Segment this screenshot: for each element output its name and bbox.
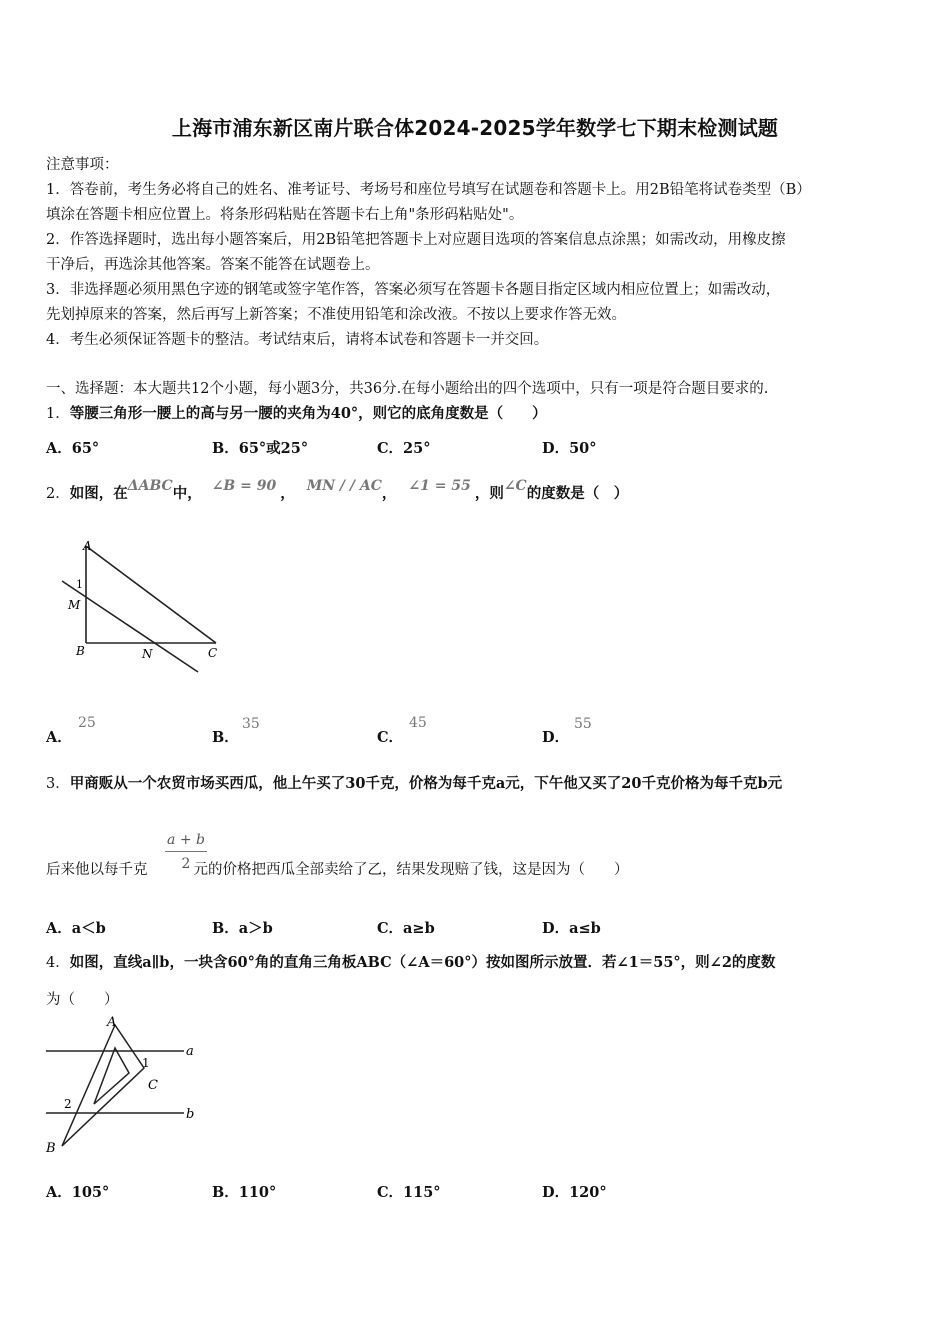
q3-option-a: A．a＜b (46, 920, 106, 937)
notice-line: 1．答卷前，考生务必将自己的姓名、准考证号、考场号和座位号填写在试题卷和答题卡上。用2B铅笔将试卷类型（B） (46, 182, 811, 198)
label-angle-2: 2 (64, 1097, 72, 1111)
label-b: B (46, 1141, 56, 1156)
question-text: 甲商贩从一个农贸市场买西瓜，他上午买了30千克，价格为每千克a元，下午他又买了20千克价格为每千克b元 (69, 775, 783, 792)
label-n: N (142, 647, 153, 661)
question-number: 3． (46, 776, 70, 792)
question-1 (46, 402, 547, 423)
notice-line: 2．作答选择题时，选出每小题答案后，用2B铅笔把答题卡上对应题目选项的答案信息点涂黑；如需改动，用橡皮擦 (46, 232, 786, 248)
q1-option-d: D．50° (542, 440, 597, 457)
page-title: 上海市浦东新区南片联合体2024-2025学年数学七下期末检测试题 (171, 116, 779, 140)
notice-line: 干净后，再选涂其他答案。答案不能答在试题卷上。 (46, 257, 380, 273)
q3-option-b: B．a＞b (212, 920, 273, 937)
q1-option-a: A．65° (46, 440, 100, 457)
q2-figure (50, 535, 220, 680)
q4-figure (42, 1012, 202, 1157)
math-angle-b: ∠B = 90 (211, 478, 277, 494)
section-heading: 一、选择题：本大题共12个小题，每小题3分，共36分.在每小题给出的四个选项中，只有一项是符合题目要求的. (46, 381, 769, 397)
fraction-denominator: 2 (181, 856, 191, 872)
notice-line: 填涂在答题卡相应位置上。将条形码粘贴在答题卡右上角"条形码粘贴处"。 (46, 207, 524, 223)
notice-line: 先划掉原来的答案，然后再写上新答案；不准使用铅笔和涂改液。不按以上要求作答无效。 (46, 307, 626, 323)
math-angle-c: ∠C (503, 478, 527, 494)
q2-option-b: B． (212, 729, 239, 746)
question-text: 后来他以每千克 (46, 862, 148, 878)
fraction-numerator: a + b (165, 832, 207, 852)
question-number: 4． (46, 955, 70, 971)
label-angle-1: 1 (142, 1056, 150, 1070)
question-4-cont: 为（ ） (46, 992, 119, 1008)
label-c: C (148, 1078, 158, 1093)
notice-heading: 注意事项： (46, 157, 119, 173)
label-a: A (83, 539, 92, 553)
q2-option-c: C． (377, 729, 404, 746)
math-parallel: MN / / AC (306, 478, 382, 494)
q2-option-d: D． (542, 729, 570, 746)
question-text: 的度数是（ ） (526, 485, 629, 502)
label-c: C (208, 646, 218, 660)
question-text: ， (381, 485, 397, 502)
q2-option-b-value: 35 (242, 716, 260, 732)
notice-line: 4．考生必须保证答题卡的整洁。考试结束后，请将本试卷和答题卡一并交回。 (46, 332, 549, 348)
q2-option-a-value: 25 (78, 715, 96, 731)
question-text: 元的价格把西瓜全部卖给了乙，结果发现赔了钱，这是因为（ ） (193, 862, 629, 878)
label-line-a: a (186, 1044, 194, 1059)
notice-line: 3．非选择题必须用黑色字迹的钢笔或签字笔作答，答案必须写在答题卡各题目指定区域内相应位置上；如需改动， (46, 282, 781, 298)
q2-option-a: A． (46, 729, 72, 746)
question-number: 2． (46, 486, 70, 502)
line-mn (62, 581, 198, 672)
q4-option-c: C．115° (377, 1184, 441, 1201)
question-number: 1． (46, 406, 70, 422)
fraction-a-plus-b-over-2 (165, 832, 207, 872)
q3-option-c: C．a≥b (377, 920, 435, 937)
q3-option-d: D．a≤b (542, 920, 601, 937)
q2-option-c-value: 45 (409, 715, 427, 731)
question-text: 如图，在 (69, 485, 128, 502)
question-text: 中， (172, 485, 202, 502)
q4-option-b: B．110° (212, 1184, 277, 1201)
question-text: ，则 (474, 485, 504, 502)
segment-ac (86, 546, 216, 643)
q1-option-c: C．25° (377, 440, 431, 457)
q4-option-a: A．105° (46, 1184, 110, 1201)
q2-option-d-value: 55 (574, 716, 592, 732)
question-3-cont (46, 858, 629, 879)
label-m: M (68, 598, 81, 612)
q1-option-b: B．65°或25° (212, 440, 309, 457)
label-a: A (107, 1015, 117, 1030)
triangle-outer (62, 1025, 144, 1146)
question-4 (46, 951, 775, 972)
question-text: 等腰三角形一腰上的高与另一腰的夹角为40°，则它的底角度数是（ ） (69, 405, 547, 422)
q4-option-d: D．120° (542, 1184, 607, 1201)
math-triangle: ΔABC (127, 478, 173, 494)
label-b: B (76, 644, 85, 658)
label-line-b: b (186, 1107, 195, 1122)
question-2 (46, 478, 629, 503)
question-text: ， (280, 485, 295, 502)
triangle-inner (94, 1048, 129, 1104)
math-angle-1: ∠1 = 55 (408, 478, 471, 494)
question-text: 如图，直线a∥b，一块含60°角的直角三角板ABC（∠A＝60°）按如图所示放置．若∠1＝55°，则∠2的度数 (69, 954, 776, 971)
label-angle-1: 1 (76, 578, 83, 591)
question-3 (46, 772, 782, 793)
